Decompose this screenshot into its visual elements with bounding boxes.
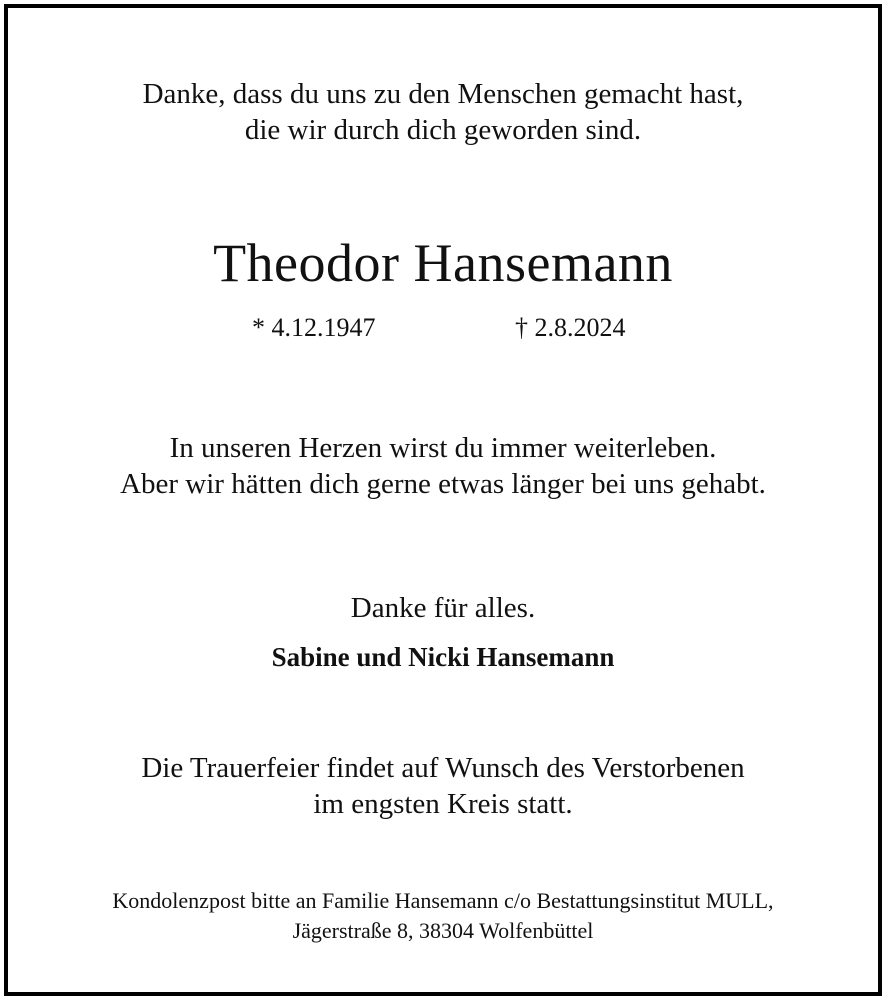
life-dates	[8, 312, 878, 344]
condolence-line-1: Kondolenzpost bitte an Familie Hansemann c/o Bestattungsinstitut MULL,	[112, 888, 774, 913]
opening-verse	[8, 76, 878, 148]
remembrance-line-2: Aber wir hätten dich gerne etwas länger bei uns gehabt.	[120, 468, 766, 500]
ceremony-notice	[8, 750, 878, 822]
condolence-address	[8, 886, 878, 946]
opening-verse-line-1: Danke, dass du uns zu den Menschen gemacht hast,	[142, 78, 744, 110]
obituary-frame	[4, 4, 882, 996]
remembrance-text	[8, 430, 878, 502]
ceremony-line-1: Die Trauerfeier findet auf Wunsch des Verstorbenen	[141, 752, 745, 784]
opening-verse-line-2: die wir durch dich geworden sind.	[244, 114, 642, 146]
mourners-names: Sabine und Nicki Hansemann	[271, 642, 615, 672]
condolence-line-2: Jägerstraße 8, 38304 Wolfenbüttel	[292, 918, 594, 943]
death-date: † 2.8.2024	[515, 313, 626, 342]
thanks-line: Danke für alles.	[350, 592, 536, 624]
birth-date: * 4.12.1947	[252, 313, 376, 342]
remembrance-line-1: In unseren Herzen wirst du immer weiterleben.	[169, 432, 717, 464]
ceremony-line-2: im engsten Kreis statt.	[313, 788, 573, 820]
deceased-name: Theodor Hansemann	[213, 233, 673, 293]
